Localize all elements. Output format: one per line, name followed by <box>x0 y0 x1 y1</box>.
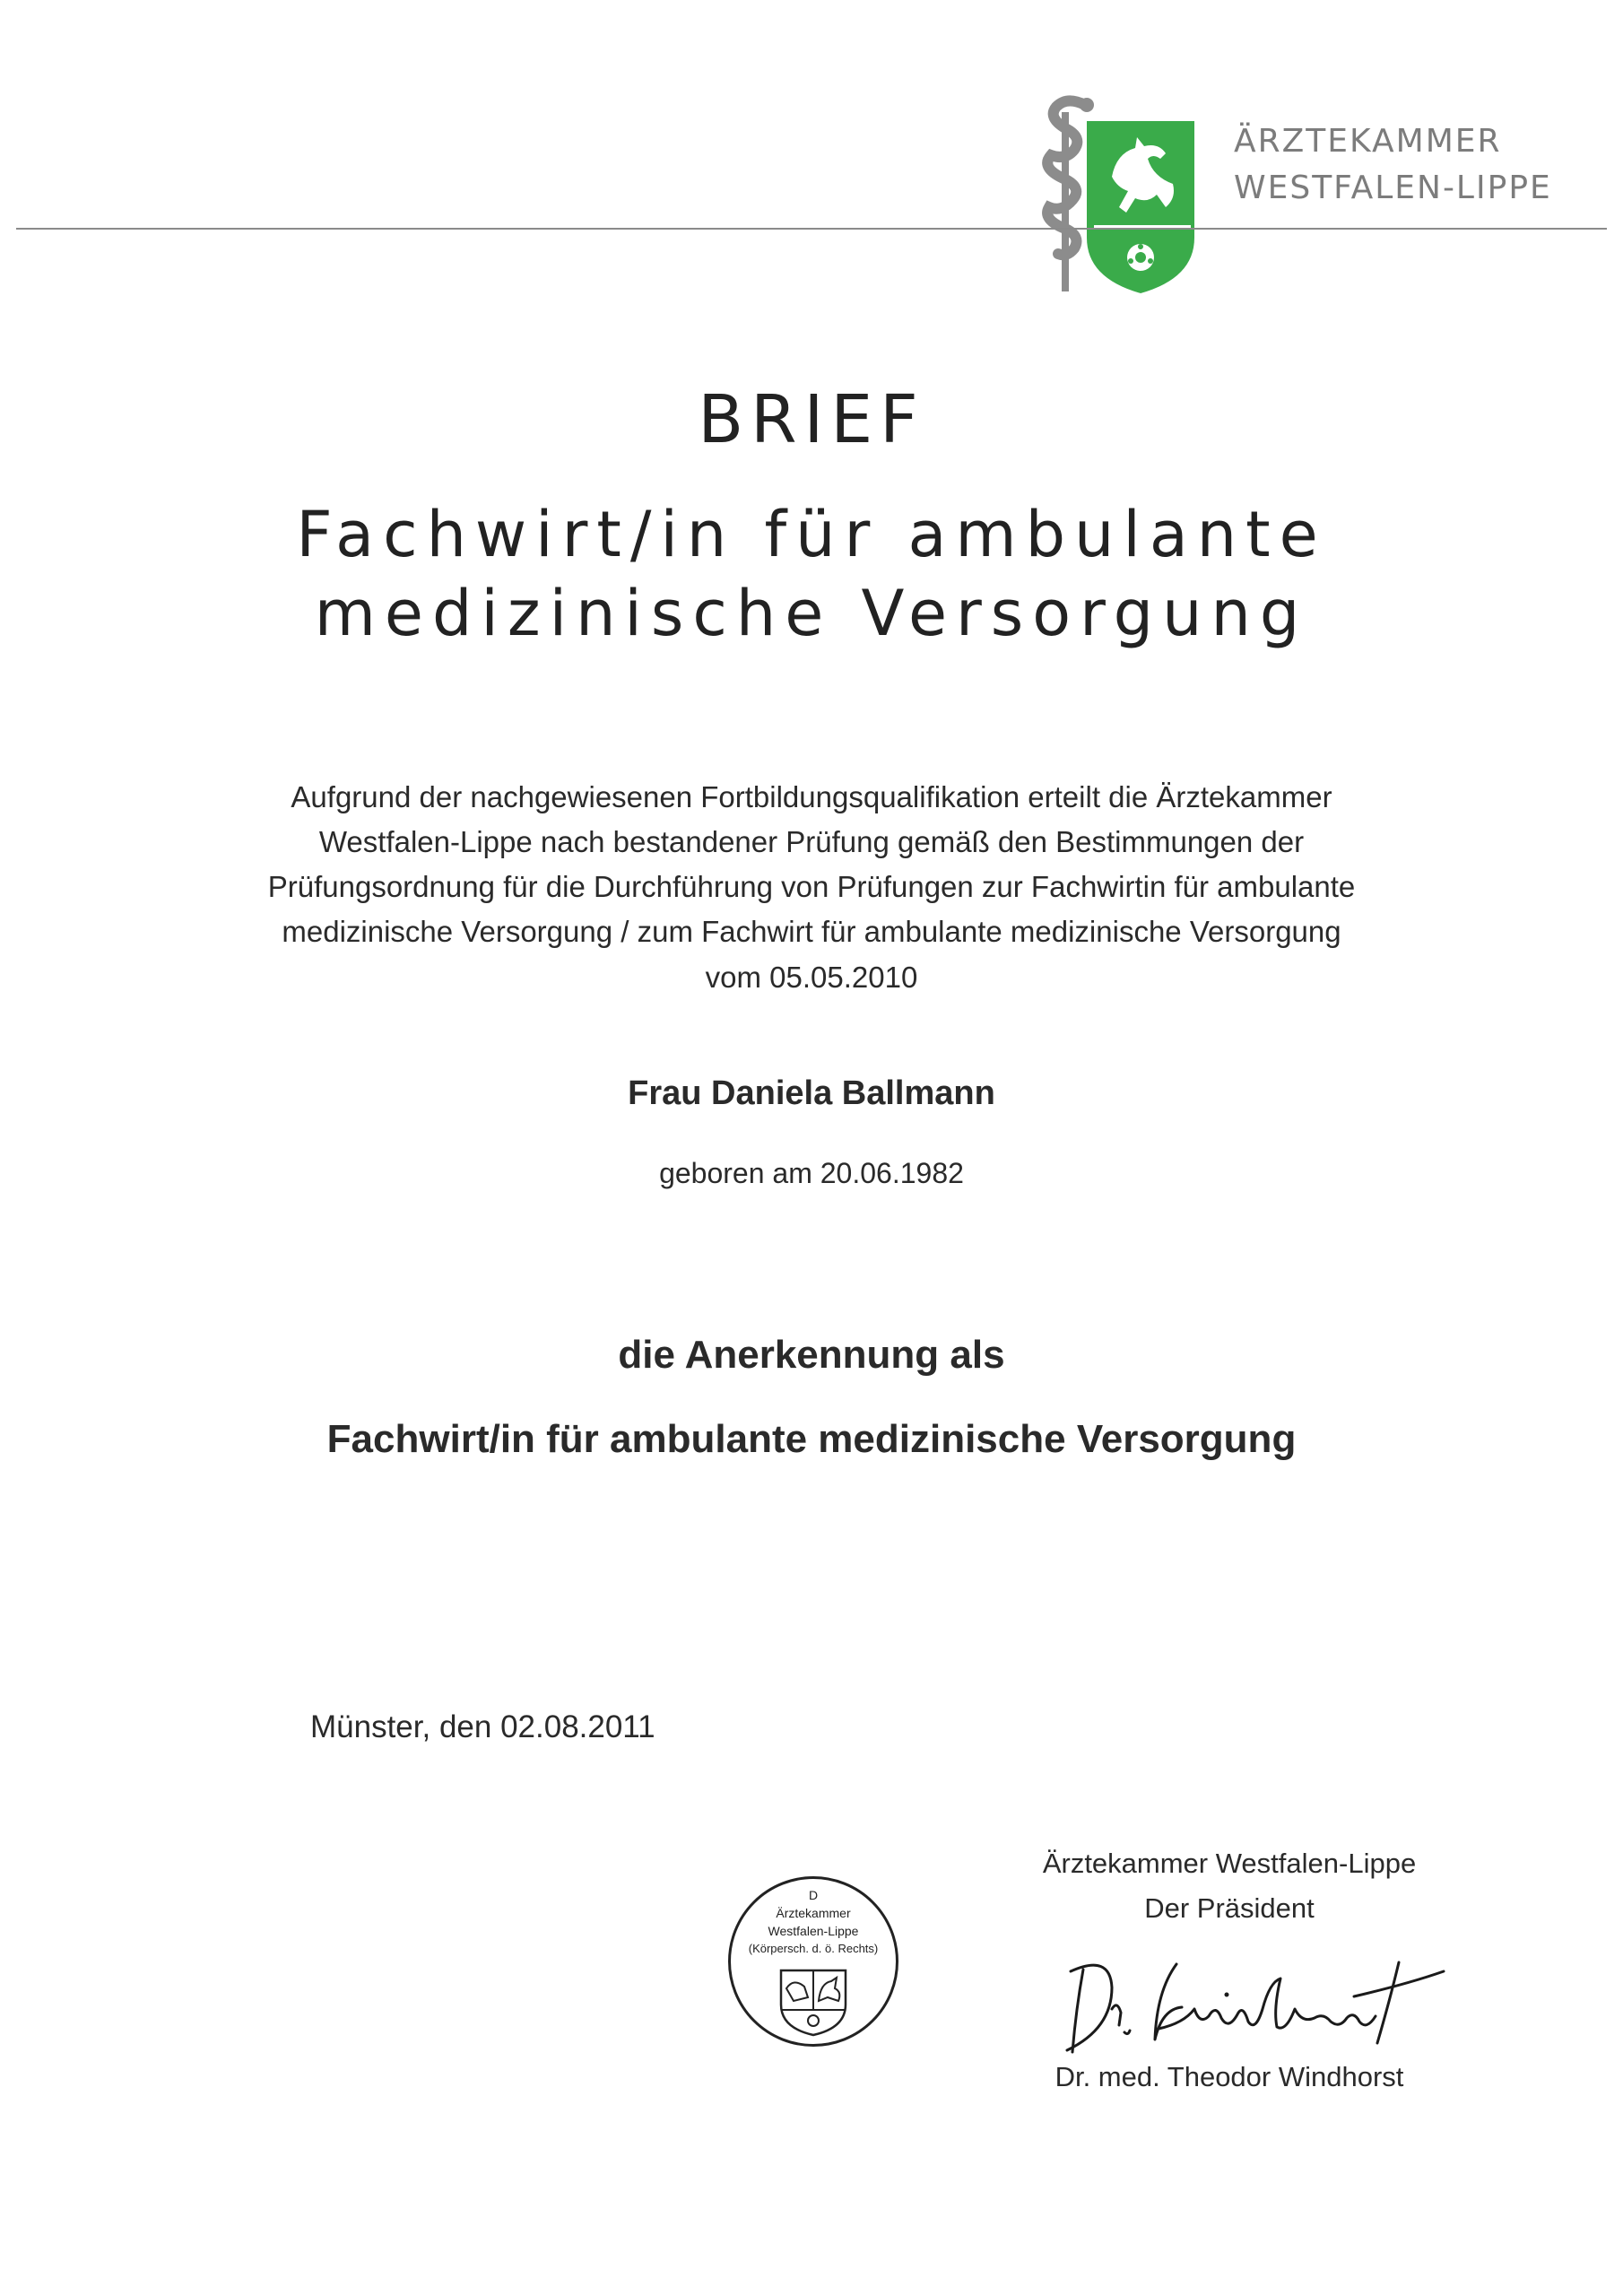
signature-name: Dr. med. Theodor Windhorst <box>1055 2061 1404 2092</box>
seal-text-line1: D <box>808 1888 819 1902</box>
recognition-line1: die Anerkennung als <box>618 1333 1005 1377</box>
preamble-line: Aufgrund der nachgewiesenen Fortbildungsqualifikation erteilt die Ärztekammer <box>291 780 1332 813</box>
recognition-line2: Fachwirt/in für ambulante medizinische Versorgung <box>326 1417 1297 1461</box>
place-date: Münster, den 02.08.2011 <box>310 1709 655 1744</box>
handwritten-signature <box>1058 1946 1453 2063</box>
certificate-heading: BRIEF <box>698 381 925 458</box>
seal-text-line4: (Körpersch. d. ö. Rechts) <box>748 1942 879 1955</box>
seal-text-line2: Ärztekammer <box>776 1906 851 1920</box>
signature-role: Der Präsident <box>1144 1892 1315 1924</box>
org-name-line1: ÄRZTEKAMMER <box>1234 123 1502 160</box>
aerztekammer-logo <box>1040 94 1202 296</box>
birth-date: geboren am 20.06.1982 <box>659 1157 964 1189</box>
preamble-line: Prüfungsordnung für die Durchführung von Prüfungen zur Fachwirtin für ambulante <box>267 870 1356 903</box>
seal-coat-of-arms-icon <box>772 1965 855 2037</box>
header-rule <box>16 228 1607 230</box>
org-name-line2: WESTFALEN-LIPPE <box>1234 170 1552 206</box>
course-title-line1: Fachwirt/in für ambulante <box>296 498 1327 571</box>
preamble-line: Westfalen-Lippe nach bestandener Prüfung gemäß den Bestimmungen der <box>318 825 1305 858</box>
course-title-line2: medizinische Versorgung <box>314 577 1309 650</box>
preamble-line: medizinische Versorgung / zum Fachwirt für ambulante medizinische Versorgung <box>282 915 1341 948</box>
seal-text-line3: Westfalen-Lippe <box>768 1924 859 1938</box>
preamble-line: vom 05.05.2010 <box>705 961 918 994</box>
recipient-name: Frau Daniela Ballmann <box>628 1074 995 1112</box>
official-seal <box>728 1876 898 2047</box>
signature-org: Ärztekammer Westfalen-Lippe <box>1042 1848 1417 1879</box>
